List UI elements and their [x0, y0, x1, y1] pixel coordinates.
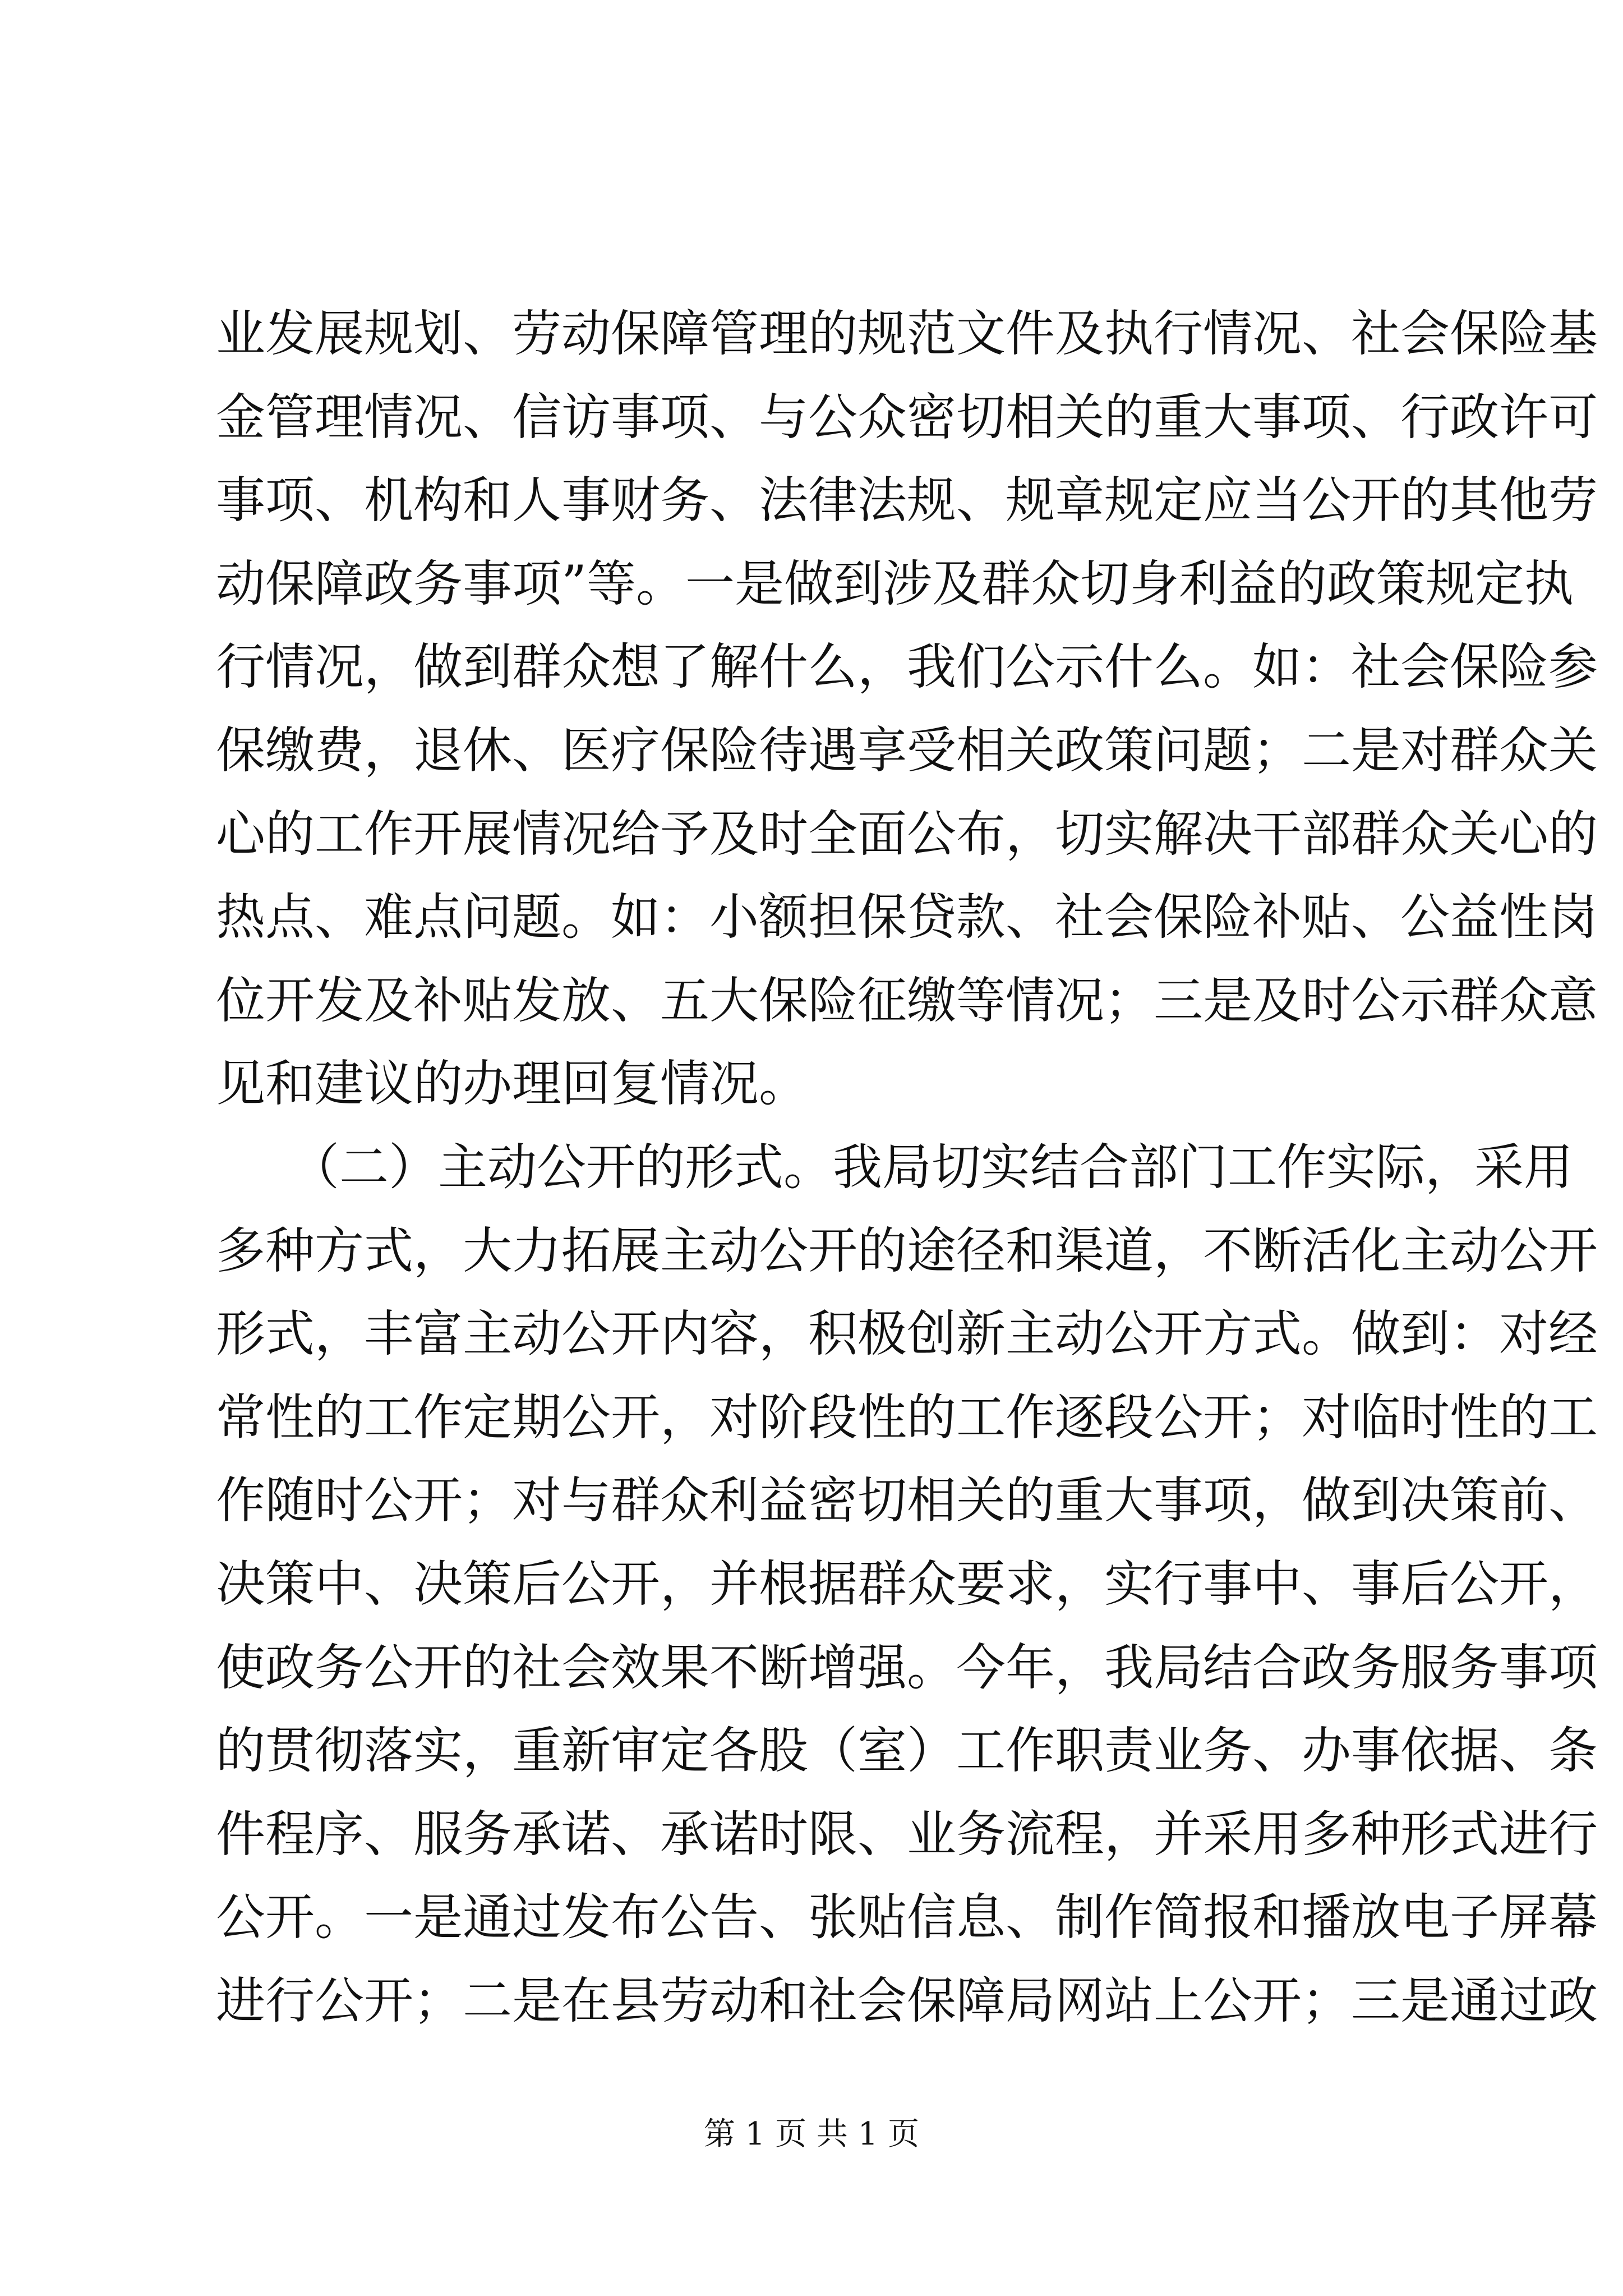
text-line: 事项、机构和人事财务、法律法规、规章规定应当公开的其他劳 [216, 471, 1598, 530]
page-footer: 第 1 页 共 1 页 [703, 2116, 920, 2152]
text-line: 决策中、决策后公开，并根据群众要求，实行事中、事后公开， [216, 1554, 1598, 1613]
text-line: 的贯彻落实，重新审定各股（室）工作职责业务、办事依据、条 [216, 1722, 1598, 1780]
body-text [216, 292, 1598, 2042]
text-line: 常性的工作定期公开，对阶段性的工作逐段公开；对临时性的工 [216, 1388, 1598, 1446]
text-line: 热点、难点问题。如：小额担保贷款、社会保险补贴、公益性岗 [216, 888, 1598, 946]
text-line: 作随时公开；对与群众利益密切相关的重大事项，做到决策前、 [216, 1471, 1598, 1530]
text-line: 使政务公开的社会效果不断增强。今年，我局结合政务服务事项 [216, 1638, 1598, 1696]
text-line: 行情况，做到群众想了解什么，我们公示什么。如：社会保险参 [216, 638, 1598, 696]
text-line: 位开发及补贴发放、五大保险征缴等情况；三是及时公示群众意 [216, 971, 1598, 1029]
text-line: 形式，丰富主动公开内容，积极创新主动公开方式。做到：对经 [216, 1305, 1598, 1363]
text-line: 件程序、服务承诺、承诺时限、业务流程，并采用多种形式进行 [216, 1805, 1598, 1863]
text-line: 心的工作开展情况给予及时全面公布，切实解决干部群众关心的 [216, 804, 1598, 863]
text-line: 动保障政务事项”等。一是做到涉及群众切身利益的政策规定执 [216, 554, 1574, 613]
text-line: 见和建议的办理回复情况。 [216, 1055, 809, 1113]
text-line: （二）主动公开的形式。我局切实结合部门工作实际，采用 [216, 1138, 1574, 1196]
text-line: 金管理情况、信访事项、与公众密切相关的重大事项、行政许可 [216, 388, 1598, 446]
text-line: 多种方式，大力拓展主动公开的途径和渠道，不断活化主动公开 [216, 1221, 1598, 1280]
text-line: 保缴费，退休、医疗保险待遇享受相关政策问题；二是对群众关 [216, 721, 1598, 779]
text-line: 公开。一是通过发布公告、张贴信息、制作简报和播放电子屏幕 [216, 1888, 1598, 1947]
text-line: 业发展规划、劳动保障管理的规范文件及执行情况、社会保险基 [216, 305, 1598, 362]
text-line: 进行公开；二是在县劳动和社会保障局网站上公开；三是通过政 [216, 1971, 1598, 2030]
